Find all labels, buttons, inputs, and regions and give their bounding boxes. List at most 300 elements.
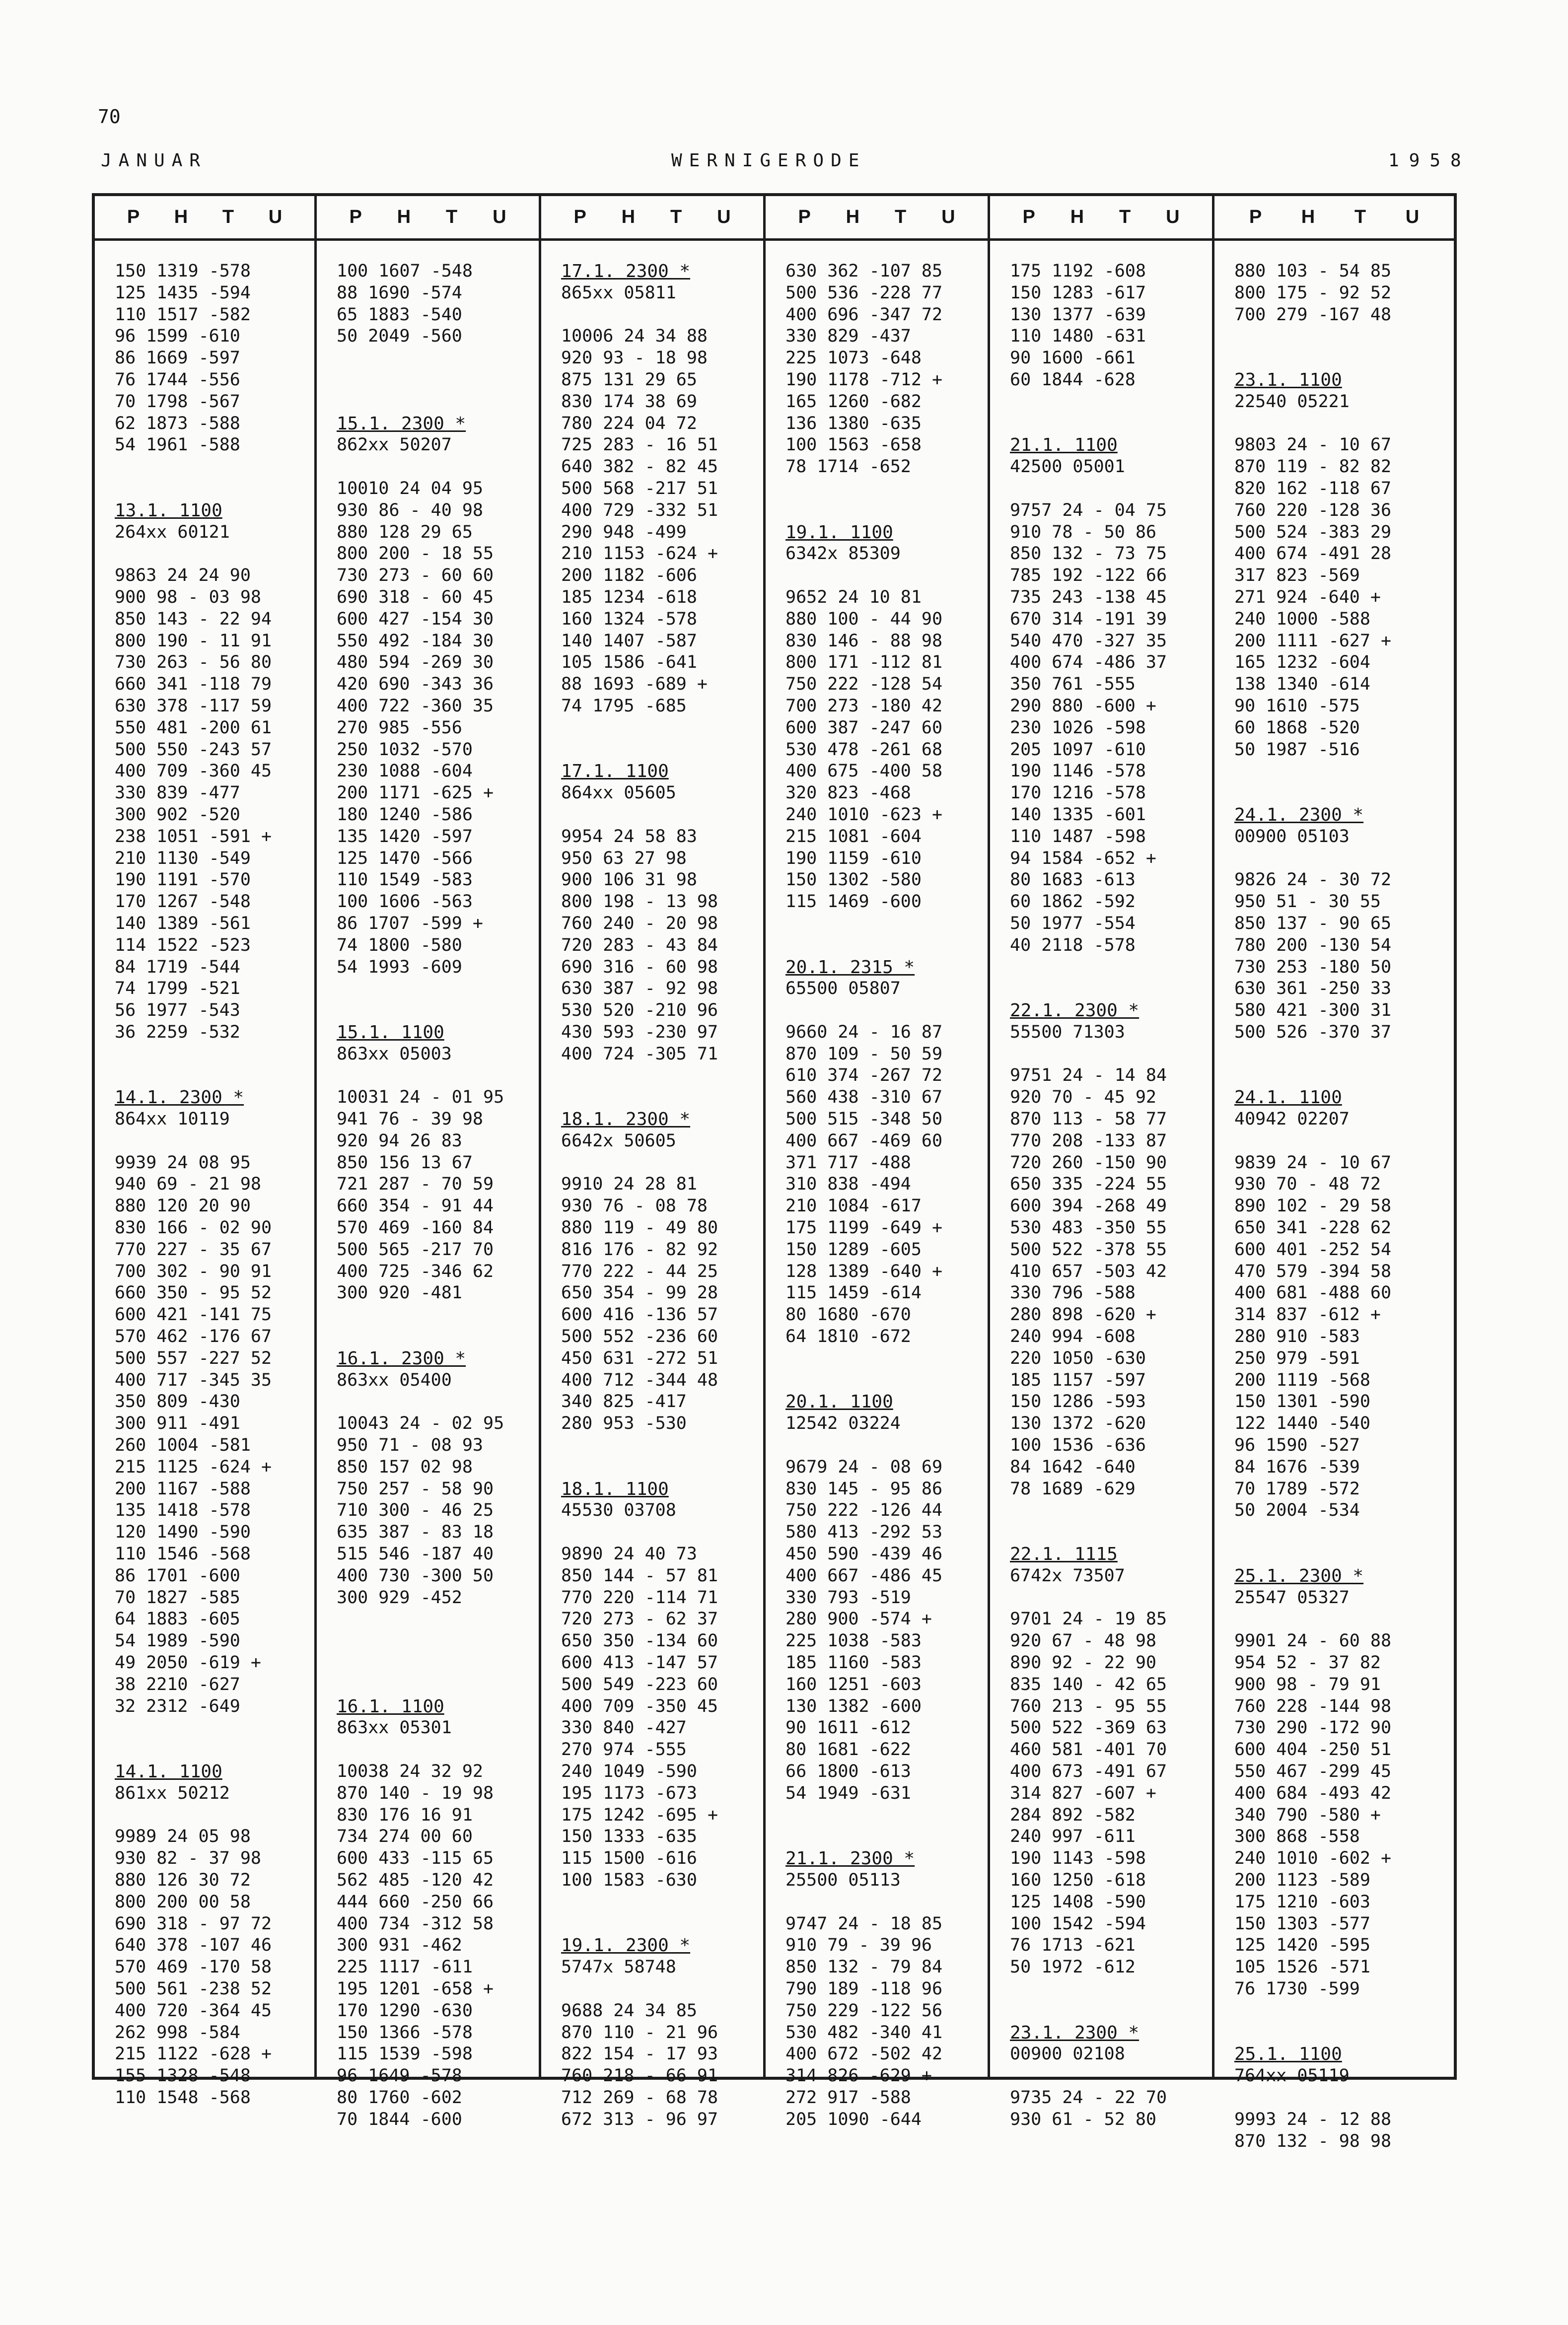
- data-row: 240 997 -611: [1010, 1827, 1136, 1847]
- sounding-date-heading: 16.1. 2300 *: [337, 1348, 466, 1369]
- column-header: [95, 196, 314, 241]
- data-row: 760 213 - 95 55: [1010, 1696, 1167, 1716]
- data-row: 500 552 -236 60: [561, 1327, 718, 1347]
- data-row: 150 1303 -577: [1234, 1913, 1370, 1934]
- data-row: 500 515 -348 50: [785, 1109, 943, 1129]
- data-row: 950 51 - 30 55: [1234, 892, 1381, 912]
- data-row: 835 140 - 42 65: [1010, 1674, 1167, 1694]
- data-row: 880 120 20 90: [115, 1196, 251, 1216]
- data-row: 550 492 -184 30: [337, 631, 494, 651]
- data-row: 90 1600 -661: [1010, 348, 1136, 368]
- data-row: 690 318 - 97 72: [115, 1913, 272, 1934]
- data-row: 150 1366 -578: [337, 2022, 473, 2043]
- month-label: JANUAR: [101, 150, 208, 171]
- data-row: 800 175 - 92 52: [1234, 282, 1392, 303]
- data-row: 720 283 - 43 84: [561, 935, 718, 955]
- data-row: 9826 24 - 30 72: [1234, 870, 1392, 890]
- data-row: 150 1333 -635: [561, 1827, 697, 1847]
- data-row: 450 631 -272 51: [561, 1348, 718, 1368]
- data-row: 500 536 -228 77: [785, 282, 943, 303]
- data-row: 310 838 -494: [785, 1174, 911, 1195]
- data-row: 330 840 -427: [561, 1718, 687, 1738]
- data-row: 130 1372 -620: [1010, 1413, 1146, 1434]
- blank-line: [990, 391, 1212, 413]
- data-row: 150 1319 -578: [115, 261, 251, 281]
- data-row: 650 354 - 99 28: [561, 1283, 718, 1303]
- column-header-cell: H: [846, 207, 860, 227]
- data-row: 240 1000 -588: [1234, 609, 1370, 629]
- data-row: 672 313 - 96 97: [561, 2109, 718, 2129]
- data-row: 9688 24 34 85: [561, 2000, 697, 2021]
- blank-line: [766, 565, 988, 587]
- blank-line: [317, 456, 539, 478]
- data-row: 600 394 -268 49: [1010, 1196, 1167, 1216]
- data-row: 190 1159 -610: [785, 848, 922, 868]
- data-row: 100 1606 -563: [337, 892, 473, 912]
- data-row: 50 1977 -554: [1010, 913, 1136, 933]
- sounding-date-heading: 16.1. 1100: [337, 1696, 444, 1717]
- data-row: 50 2004 -534: [1234, 1500, 1360, 1521]
- data-row: 290 880 -600 +: [1010, 696, 1157, 716]
- column-header-cell: T: [1119, 207, 1131, 227]
- data-row: 225 1117 -611: [337, 1957, 473, 1977]
- data-row: 160 1324 -578: [561, 609, 697, 629]
- data-row: 830 145 - 95 86: [785, 1479, 943, 1499]
- data-row: 400 674 -491 28: [1234, 544, 1392, 564]
- blank-line: [541, 1522, 763, 1544]
- sounding-date-heading: 24.1. 2300 *: [1234, 804, 1364, 825]
- table-column: [95, 196, 314, 2108]
- data-row: 76 1730 -599: [1234, 1978, 1360, 1999]
- data-row: 910 79 - 39 96: [785, 1935, 932, 1956]
- data-row: 700 302 - 90 91: [115, 1261, 272, 1281]
- blank-line: [317, 978, 539, 1000]
- blank-line: [317, 1652, 539, 1674]
- blank-line: [766, 1348, 988, 1370]
- data-row: 300 929 -452: [337, 1587, 462, 1608]
- data-row: 720 273 - 62 37: [561, 1609, 718, 1629]
- blank-line: [1214, 2087, 1454, 2109]
- data-row: 50 1972 -612: [1010, 1957, 1136, 1977]
- data-row: 150 1283 -617: [1010, 282, 1146, 303]
- data-row: 320 823 -468: [785, 783, 911, 803]
- data-row: 760 218 - 66 91: [561, 2066, 718, 2086]
- data-row: 400 684 -493 42: [1234, 1783, 1392, 1803]
- data-row: 54 1949 -631: [785, 1783, 911, 1803]
- data-row: 74 1795 -685: [561, 696, 687, 716]
- data-row: 76 1713 -621: [1010, 1935, 1136, 1956]
- blank-line: [990, 1044, 1212, 1065]
- data-row: 9735 24 - 22 70: [1010, 2087, 1167, 2108]
- blank-line: [541, 1978, 763, 2000]
- data-row: 9993 24 - 12 88: [1234, 2109, 1392, 2129]
- column-body: [541, 241, 763, 2131]
- data-row: 200 1111 -627 +: [1234, 631, 1392, 651]
- data-row: 340 825 -417: [561, 1392, 687, 1412]
- data-row: 62 1873 -588: [115, 413, 240, 433]
- data-row: 785 192 -122 66: [1010, 565, 1167, 586]
- data-row: 175 1210 -603: [1234, 1892, 1370, 1912]
- data-row: 635 387 - 83 18: [337, 1522, 494, 1543]
- data-row: 9989 24 05 98: [115, 1827, 251, 1847]
- data-row: 9660 24 - 16 87: [785, 1022, 943, 1042]
- data-row: 580 421 -300 31: [1234, 1000, 1392, 1021]
- data-row: 941 76 - 39 98: [337, 1109, 484, 1129]
- column-header-cell: U: [1405, 207, 1420, 227]
- blank-line: [317, 391, 539, 413]
- blank-line: [1214, 348, 1454, 369]
- data-row: 600 427 -154 30: [337, 609, 494, 629]
- data-row: 660 350 - 95 52: [115, 1283, 272, 1303]
- blank-line: [95, 1739, 314, 1761]
- column-header-cell: U: [1166, 207, 1180, 227]
- data-row: 400 675 -400 58: [785, 761, 943, 781]
- data-row: 750 257 - 58 90: [337, 1479, 494, 1499]
- data-row: 710 300 - 46 25: [337, 1500, 494, 1521]
- data-row: 930 76 - 08 78: [561, 1196, 708, 1216]
- data-row: 300 902 -520: [115, 804, 240, 825]
- data-row: 270 985 -556: [337, 717, 462, 738]
- blank-line: [766, 1435, 988, 1457]
- data-row: 640 382 - 82 45: [561, 457, 718, 477]
- data-row: 10031 24 - 01 95: [337, 1087, 504, 1108]
- blank-line: [541, 1457, 763, 1479]
- data-row: 110 1487 -598: [1010, 826, 1146, 846]
- data-row: 120 1490 -590: [115, 1522, 251, 1543]
- data-row: 830 174 38 69: [561, 391, 697, 412]
- data-row: 870 132 - 98 98: [1234, 2131, 1392, 2151]
- data-row: 110 1549 -583: [337, 870, 473, 890]
- data-row: 420 690 -343 36: [337, 674, 494, 695]
- data-row: 185 1234 -618: [561, 587, 697, 607]
- blank-line: [541, 804, 763, 826]
- data-row: 530 482 -340 41: [785, 2022, 943, 2043]
- data-row: 284 892 -582: [1010, 1805, 1136, 1825]
- data-row: 850 143 - 22 94: [115, 609, 272, 629]
- data-row: 300 920 -481: [337, 1283, 462, 1303]
- data-row: 820 162 -118 67: [1234, 478, 1392, 498]
- data-row: 850 132 - 79 84: [785, 1957, 943, 1977]
- blank-line: [317, 1674, 539, 1696]
- data-row: 900 106 31 98: [561, 870, 697, 890]
- sounding-date-heading: 25.1. 2300 *: [1234, 1565, 1364, 1586]
- data-row: 790 189 -118 96: [785, 1978, 943, 1999]
- data-row: 175 1242 -695 +: [561, 1805, 718, 1825]
- data-row: 50 2049 -560: [337, 326, 462, 347]
- data-row: 760 228 -144 98: [1234, 1696, 1392, 1716]
- column-header-cell: P: [349, 207, 362, 227]
- data-row: 400 712 -344 48: [561, 1370, 718, 1390]
- data-row: 460 581 -401 70: [1010, 1740, 1167, 1760]
- data-row: 38 2210 -627: [115, 1674, 240, 1694]
- data-row: 9757 24 - 04 75: [1010, 500, 1167, 520]
- data-row: 9890 24 40 73: [561, 1544, 697, 1564]
- data-row: 875 131 29 65: [561, 369, 697, 390]
- blank-line: [766, 935, 988, 957]
- column-header: [990, 196, 1212, 241]
- data-row: 500 565 -217 70: [337, 1239, 494, 1260]
- data-row: 210 1130 -549: [115, 848, 251, 868]
- data-row: 863xx 05301: [337, 1718, 452, 1738]
- data-row: 650 350 -134 60: [561, 1631, 718, 1651]
- blank-line: [1214, 848, 1454, 870]
- data-row: 240 1010 -602 +: [1234, 1848, 1392, 1869]
- data-row: 200 1123 -589: [1234, 1870, 1370, 1890]
- blank-line: [317, 1609, 539, 1630]
- data-row: 562 485 -120 42: [337, 1870, 494, 1890]
- data-row: 864xx 05605: [561, 783, 676, 803]
- data-row: 330 829 -437: [785, 326, 911, 347]
- data-row: 40 2118 -578: [1010, 935, 1136, 955]
- data-row: 9652 24 10 81: [785, 587, 922, 607]
- blank-line: [1214, 2000, 1454, 2022]
- sounding-date-heading: 18.1. 2300 *: [561, 1109, 691, 1130]
- data-row: 800 190 - 11 91: [115, 631, 272, 651]
- column-body: [1214, 241, 1454, 2152]
- data-row: 9939 24 08 95: [115, 1152, 251, 1173]
- data-row: 300 931 -462: [337, 1935, 462, 1956]
- data-row: 540 470 -327 35: [1010, 631, 1167, 651]
- data-row: 400 720 -364 45: [115, 2000, 272, 2021]
- data-row: 870 113 - 58 77: [1010, 1109, 1167, 1129]
- data-row: 25500 05113: [785, 1870, 901, 1890]
- blank-line: [317, 1391, 539, 1413]
- blank-line: [95, 1065, 314, 1087]
- data-row: 712 269 - 68 78: [561, 2087, 718, 2108]
- data-row: 800 200 00 58: [115, 1892, 251, 1912]
- column-body: [317, 241, 539, 2131]
- data-row: 130 1377 -639: [1010, 304, 1146, 325]
- column-header: [1214, 196, 1454, 241]
- data-row: 125 1408 -590: [1010, 1892, 1146, 1912]
- data-row: 862xx 50207: [337, 435, 452, 455]
- data-row: 400 717 -345 35: [115, 1370, 272, 1390]
- column-body: [766, 241, 988, 2131]
- blank-line: [95, 478, 314, 500]
- data-row: 290 948 -499: [561, 522, 687, 542]
- blank-line: [766, 478, 988, 500]
- sounding-date-heading: 15.1. 2300 *: [337, 413, 466, 434]
- data-row: 863xx 05400: [337, 1370, 452, 1390]
- data-row: 50 1987 -516: [1234, 739, 1360, 760]
- data-row: 170 1290 -630: [337, 2000, 473, 2021]
- data-row: 86 1669 -597: [115, 348, 240, 368]
- sounding-date-heading: 20.1. 1100: [785, 1392, 893, 1412]
- data-row: 54 1993 -609: [337, 957, 462, 977]
- sounding-date-heading: 24.1. 1100: [1234, 1087, 1342, 1108]
- data-row: 80 1683 -613: [1010, 870, 1136, 890]
- data-row: 78 1714 -652: [785, 457, 911, 477]
- blank-line: [541, 739, 763, 761]
- data-row: 9863 24 24 90: [115, 565, 251, 586]
- data-row: 175 1199 -649 +: [785, 1218, 943, 1238]
- sounding-date-heading: 14.1. 2300 *: [115, 1087, 244, 1108]
- data-row: 00900 05103: [1234, 826, 1350, 846]
- data-row: 115 1539 -598: [337, 2044, 473, 2064]
- data-row: 45530 03708: [561, 1500, 676, 1521]
- data-row: 9901 24 - 60 88: [1234, 1631, 1392, 1651]
- data-row: 110 1546 -568: [115, 1544, 251, 1564]
- data-row: 861xx 50212: [115, 1783, 230, 1803]
- data-row: 56 1977 -543: [115, 1000, 240, 1021]
- data-row: 530 520 -210 96: [561, 1000, 718, 1021]
- data-row: 180 1240 -586: [337, 804, 473, 825]
- blank-line: [95, 456, 314, 478]
- data-row: 195 1201 -658 +: [337, 1978, 494, 1999]
- data-row: 190 1143 -598: [1010, 1848, 1146, 1869]
- data-row: 730 273 - 60 60: [337, 565, 494, 586]
- sounding-date-heading: 22.1. 2300 *: [1010, 1000, 1140, 1021]
- data-row: 400 730 -300 50: [337, 1565, 494, 1586]
- data-row: 720 260 -150 90: [1010, 1152, 1167, 1173]
- data-row: 270 974 -555: [561, 1740, 687, 1760]
- data-row: 930 86 - 40 98: [337, 500, 484, 520]
- blank-line: [990, 2000, 1212, 2022]
- data-row: 175 1192 -608: [1010, 261, 1146, 281]
- sounding-date-heading: 23.1. 1100: [1234, 369, 1342, 390]
- column-header-cell: P: [573, 207, 586, 227]
- table-column: [763, 196, 988, 2129]
- data-row: 400 722 -360 35: [337, 696, 494, 716]
- blank-line: [317, 1000, 539, 1022]
- data-row: 135 1418 -578: [115, 1500, 251, 1521]
- data-row: 264xx 60121: [115, 522, 230, 542]
- data-row: 560 438 -310 67: [785, 1087, 943, 1108]
- sounding-date-heading: 13.1. 1100: [115, 500, 222, 521]
- sounding-date-heading: 17.1. 2300 *: [561, 261, 691, 282]
- data-row: 400 725 -346 62: [337, 1261, 494, 1281]
- data-row: 800 200 - 18 55: [337, 544, 494, 564]
- blank-line: [1214, 1609, 1454, 1630]
- data-row: 190 1178 -712 +: [785, 369, 943, 390]
- data-row: 450 590 -439 46: [785, 1544, 943, 1564]
- column-header-cell: H: [1070, 207, 1084, 227]
- data-row: 850 132 - 73 75: [1010, 544, 1167, 564]
- data-row: 580 413 -292 53: [785, 1522, 943, 1543]
- data-row: 550 467 -299 45: [1234, 1761, 1392, 1781]
- blank-line: [1214, 1065, 1454, 1087]
- data-row: 850 137 - 90 65: [1234, 913, 1392, 933]
- data-row: 90 1611 -612: [785, 1718, 911, 1738]
- data-row: 100 1583 -630: [561, 1870, 697, 1890]
- sounding-date-heading: 22.1. 1115: [1010, 1544, 1118, 1565]
- data-row: 12542 03224: [785, 1413, 901, 1434]
- data-row: 130 1382 -600: [785, 1696, 922, 1716]
- column-header-cell: P: [798, 207, 811, 227]
- data-row: 600 416 -136 57: [561, 1305, 718, 1325]
- data-row: 262 998 -584: [115, 2022, 240, 2043]
- data-row: 160 1251 -603: [785, 1674, 922, 1694]
- data-row: 110 1548 -568: [115, 2087, 251, 2108]
- data-row: 400 667 -486 45: [785, 1565, 943, 1586]
- data-row: 155 1328 -548: [115, 2066, 251, 2086]
- data-row: 115 1500 -616: [561, 1848, 697, 1869]
- page-number: 70: [98, 106, 121, 128]
- data-row: 920 93 - 18 98: [561, 348, 708, 368]
- data-row: 550 481 -200 61: [115, 717, 272, 738]
- data-row: 500 557 -227 52: [115, 1348, 272, 1368]
- data-row: 65 1883 -540: [337, 304, 462, 325]
- column-header-cell: T: [446, 207, 458, 227]
- data-row: 272 917 -588: [785, 2087, 911, 2108]
- blank-line: [1214, 1544, 1454, 1565]
- blank-line: [766, 1805, 988, 1827]
- data-row: 6742x 73507: [1010, 1565, 1125, 1586]
- blank-line: [317, 1326, 539, 1348]
- column-header-cell: U: [493, 207, 506, 227]
- sounding-date-heading: 21.1. 1100: [1010, 435, 1118, 456]
- data-row: 64 1810 -672: [785, 1327, 911, 1347]
- data-row: 170 1267 -548: [115, 892, 251, 912]
- column-header-cell: P: [127, 207, 140, 227]
- column-header-cell: T: [222, 207, 234, 227]
- blank-line: [95, 1044, 314, 1065]
- data-row: 750 222 -126 44: [785, 1500, 943, 1521]
- data-row: 238 1051 -591 +: [115, 826, 272, 846]
- data-row: 5747x 58748: [561, 1957, 676, 1977]
- blank-line: [541, 1892, 763, 1913]
- data-row: 515 546 -187 40: [337, 1544, 494, 1564]
- data-row: 200 1119 -568: [1234, 1370, 1370, 1390]
- blank-line: [990, 413, 1212, 435]
- data-row: 76 1744 -556: [115, 369, 240, 390]
- data-row: 570 462 -176 67: [115, 1327, 272, 1347]
- blank-line: [95, 1130, 314, 1152]
- data-row: 690 316 - 60 98: [561, 957, 718, 977]
- data-row: 600 387 -247 60: [785, 717, 943, 738]
- data-row: 100 1607 -548: [337, 261, 473, 281]
- sounding-date-heading: 23.1. 2300 *: [1010, 2022, 1140, 2043]
- data-row: 400 709 -360 45: [115, 761, 272, 781]
- blank-line: [317, 369, 539, 391]
- column-header-cell: T: [1354, 207, 1366, 227]
- data-row: 930 82 - 37 98: [115, 1848, 262, 1869]
- data-row: 400 673 -491 67: [1010, 1761, 1167, 1781]
- data-row: 6342x 85309: [785, 544, 901, 564]
- data-row: 10010 24 04 95: [337, 478, 484, 498]
- data-row: 90 1610 -575: [1234, 696, 1360, 716]
- data-row: 880 128 29 65: [337, 522, 473, 542]
- data-row: 880 100 - 44 90: [785, 609, 943, 629]
- data-row: 225 1038 -583: [785, 1631, 922, 1651]
- blank-line: [1214, 761, 1454, 782]
- data-row: 115 1459 -614: [785, 1283, 922, 1303]
- data-row: 138 1340 -614: [1234, 674, 1370, 695]
- data-row: 340 790 -580 +: [1234, 1805, 1381, 1825]
- data-row: 78 1689 -629: [1010, 1479, 1136, 1499]
- data-row: 530 483 -350 55: [1010, 1218, 1167, 1238]
- data-row: 850 157 02 98: [337, 1457, 473, 1477]
- blank-line: [541, 304, 763, 326]
- data-row: 100 1563 -658: [785, 435, 922, 455]
- data-row: 760 240 - 20 98: [561, 913, 718, 933]
- data-row: 600 433 -115 65: [337, 1848, 494, 1869]
- data-row: 240 1049 -590: [561, 1761, 697, 1781]
- blank-line: [1214, 326, 1454, 348]
- data-row: 444 660 -250 66: [337, 1892, 494, 1912]
- data-row: 880 119 - 49 80: [561, 1218, 718, 1238]
- column-body: [990, 241, 1212, 2131]
- data-row: 700 279 -167 48: [1234, 304, 1392, 325]
- blank-line: [990, 1500, 1212, 1522]
- data-row: 60 1868 -520: [1234, 717, 1360, 738]
- data-row: 49 2050 -619 +: [115, 1653, 262, 1673]
- data-row: 240 994 -608: [1010, 1327, 1136, 1347]
- data-row: 610 374 -267 72: [785, 1065, 943, 1086]
- data-row: 200 1182 -606: [561, 565, 697, 586]
- data-row: 00900 02108: [1010, 2044, 1125, 2064]
- blank-line: [541, 1065, 763, 1087]
